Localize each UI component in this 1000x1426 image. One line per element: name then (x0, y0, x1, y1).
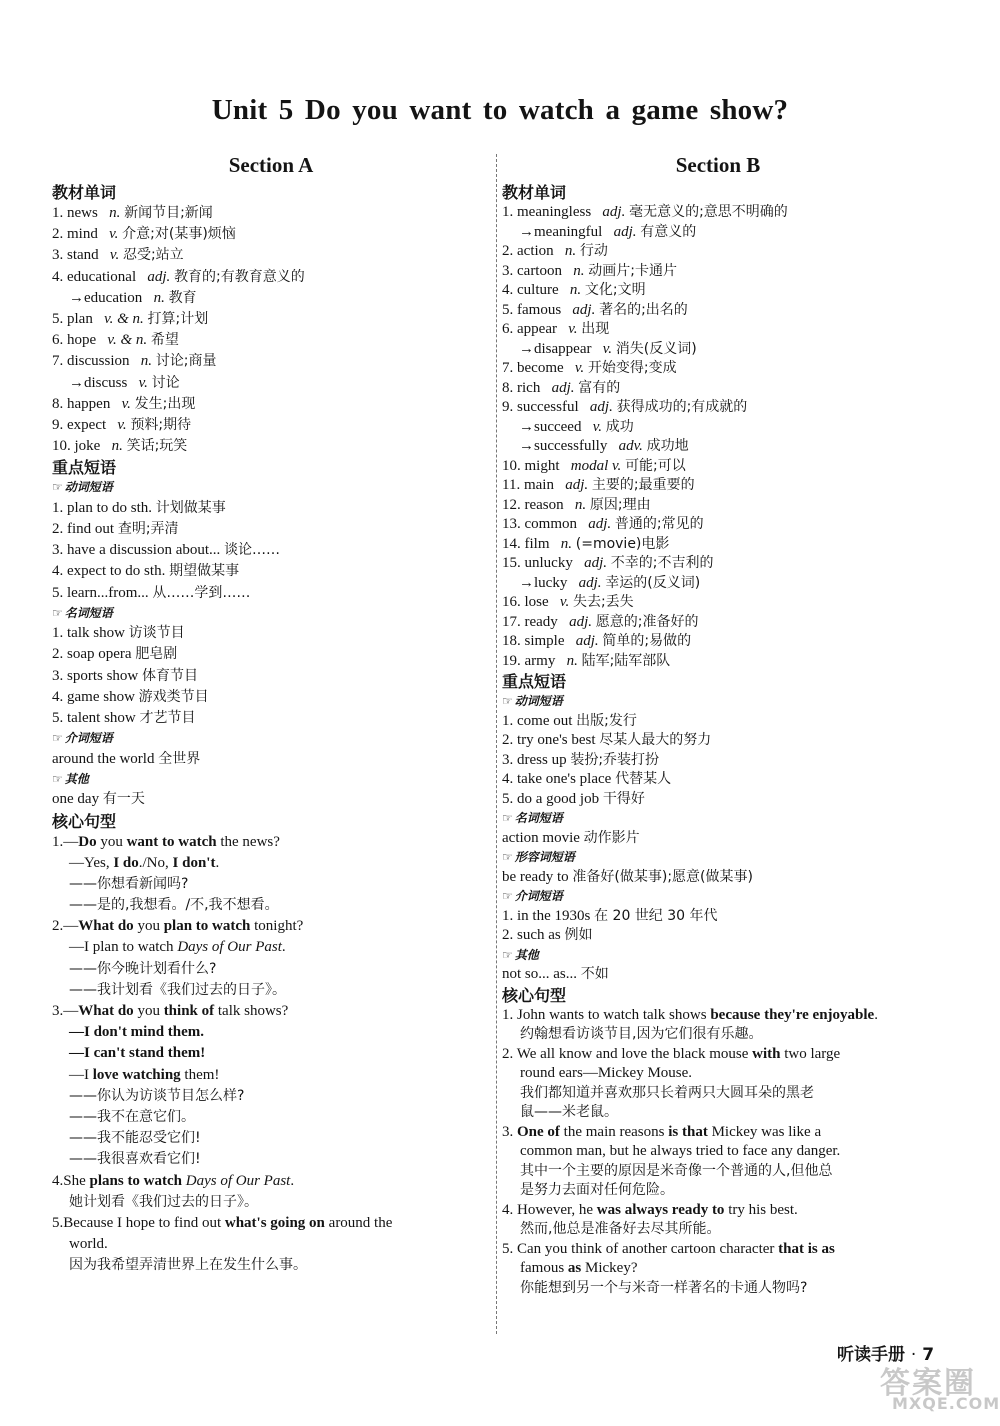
section-a-word-list (52, 203, 490, 457)
vocab-item: 6. hope v. & n. 希望 (52, 332, 179, 349)
section-b-verb-phrase-list (502, 712, 934, 810)
section-a-noun-phrase-list (52, 623, 490, 729)
phrase-item: action movie 动作影片 (502, 829, 640, 846)
vocab-item: →discuss v. 讨论 (69, 374, 180, 391)
section-b-verb-phrases-label: ☞ 动词短语 (502, 694, 563, 708)
phrase-item: 4. take one's place 代替某人 (502, 771, 672, 787)
section-b-sentences-heading: 核心句型 (502, 985, 567, 1005)
section-a-verb-phrases-label: ☞ 动词短语 (52, 480, 113, 495)
section-a-sentence-5: 5.Because I hope to find out what's going on around the world. 因为我希望弄清世界上在发生什么事。 (52, 1214, 393, 1274)
watermark-logo: 答案圈 MXQE.COM (880, 1366, 1000, 1413)
phrase-item: 3. dress up 装扮;乔装打扮 (502, 751, 660, 768)
phrase-item: 3. have a discussion about... 谈论…… (52, 542, 281, 559)
section-b-other-phrase-list (502, 965, 934, 985)
vocab-item: 17. ready adj. 愿意的;准备好的 (502, 613, 699, 630)
phrase-item: 5. do a good job 干得好 (502, 790, 645, 807)
section-b-word-list (502, 203, 934, 671)
pointing-hand-icon: ☞ (52, 731, 63, 746)
pointing-hand-icon: ☞ (502, 811, 513, 825)
section-a-phrases-heading: 重点短语 (52, 458, 117, 478)
phrase-item: 1. plan to do sth. 计划做某事 (52, 499, 226, 516)
phrase-item: 1. in the 1930s 在 20 世纪 30 年代 (502, 907, 718, 924)
vocab-item: 9. expect v. 预料;期待 (52, 416, 192, 433)
vocab-item: →disappear v. 消失(反义词) (519, 340, 697, 357)
section-a-sentence-4: 4.She plans to watch Days of Our Past. 她计划看《我们过去的日子》。 (52, 1172, 295, 1210)
section-a-prep-phrase-list (52, 749, 490, 770)
vocab-item: →successfully adv. 成功地 (519, 438, 689, 454)
book-name: 听读手册 (837, 1345, 905, 1365)
vocab-item: 14. film n. (=movie)电影 (502, 535, 670, 552)
vocab-item: →education n. 教育 (69, 289, 197, 306)
section-b-column (502, 150, 934, 1298)
phrase-item: one day 有一天 (52, 791, 145, 808)
vocab-item: 7. discussion n. 讨论;商量 (52, 353, 217, 370)
section-a-words-heading: 教材单词 (52, 183, 117, 202)
vocab-item: 8. rich adj. 富有的 (502, 379, 621, 396)
section-a-verb-phrase-list (52, 498, 490, 604)
phrase-item: 1. talk show 访谈节目 (52, 625, 185, 642)
section-b-sentence-4: 4. However, he was always ready to try his best. 然而,他总是准备好去尽其所能。 (502, 1201, 798, 1237)
section-b-sentence-5: 5. Can you think of another cartoon character that is as famous as Mickey? 你能想到另一个与米奇一样著名的卡通人物吗? (502, 1240, 835, 1296)
vocab-item: 2. action n. 行动 (502, 243, 608, 259)
section-a-sentence-3: 3.—What do you think of talk shows? —I don't mind them. —I can't stand them! —I love watching them! ——你认为访谈节目怎么样? ——我不在意它们。 ——我不能忍受它们! ——我很喜欢看它们! (52, 1003, 289, 1168)
section-b-prep-phrases-label: ☞ 介词短语 (502, 889, 563, 903)
vocab-item: 4. educational adj. 教育的;有教育意义的 (52, 268, 305, 285)
vocab-item: 5. plan v. & n. 打算;计划 (52, 310, 209, 327)
vocab-item: 12. reason n. 原因;理由 (502, 496, 651, 513)
vocab-item: 19. army n. 陆军;陆军部队 (502, 652, 671, 669)
vocab-item: 6. appear v. 出现 (502, 321, 610, 337)
phrase-item: 4. game show 游戏类节目 (52, 688, 209, 705)
phrase-item: be ready to 准备好(做某事);愿意(做某事) (502, 868, 753, 885)
vocab-item: 3. stand v. 忍受;站立 (52, 247, 184, 264)
vocab-item: →lucky adj. 幸运的(反义词) (519, 574, 701, 591)
section-b-prep-phrase-list (502, 907, 934, 946)
vocab-item: 1. meaningless adj. 毫无意义的;意思不明确的 (502, 204, 788, 220)
section-a-noun-phrases-label: ☞ 名词短语 (52, 605, 113, 620)
page-number: 7 (922, 1345, 935, 1365)
vocab-item: 3. cartoon n. 动画片;卡通片 (502, 262, 677, 279)
section-b-adj-phrase-list (502, 868, 934, 888)
pointing-hand-icon: ☞ (502, 889, 513, 903)
pointing-hand-icon: ☞ (502, 694, 513, 708)
vocab-item: →meaningful adj. 有意义的 (519, 223, 697, 240)
vocab-item: 8. happen v. 发生;出现 (52, 395, 196, 412)
vocab-item: 10. joke n. 笑话;玩笑 (52, 438, 188, 455)
phrase-item: 2. such as 例如 (502, 927, 593, 943)
section-b-noun-phrase-list (502, 829, 934, 849)
vocab-item: →succeed v. 成功 (519, 418, 634, 435)
vocab-item: 9. successful adj. 获得成功的;有成就的 (502, 399, 748, 415)
vocab-item: 15. unlucky adj. 不幸的;不吉利的 (502, 555, 714, 571)
vocab-item: 1. news n. 新闻节目;新闻 (52, 205, 213, 221)
section-b-sentence-1: 1. John wants to watch talk shows because they're enjoyable. 约翰想看访谈节目,因为它们很有乐趣。 (502, 1006, 878, 1042)
section-a-sentence-1: 1.—Do you want to watch the news? —Yes, I do./No, I don't. ——你想看新闻吗? ——是的,我想看。/不,我不想看。 (52, 833, 280, 914)
pointing-hand-icon: ☞ (52, 605, 63, 620)
section-b-title: Section B (675, 153, 761, 177)
section-a-sentence-2: 2.—What do you plan to watch tonight? —I plan to watch Days of Our Past. ——你今晚计划看什么? ——我计划看《我们过去的日子》。 (52, 918, 304, 998)
vocab-item: 7. become v. 开始变得;变成 (502, 360, 677, 376)
section-b-noun-phrases-label: ☞ 名词短语 (502, 811, 563, 825)
section-a-other-phrase-list (52, 789, 490, 810)
section-b-words-heading: 教材单词 (502, 183, 567, 202)
section-a-title: Section A (228, 153, 314, 177)
pointing-hand-icon: ☞ (52, 771, 63, 786)
section-a-sentences-heading: 核心句型 (52, 811, 117, 831)
section-a-column (52, 150, 490, 1276)
section-b-sentence-3: 3. One of the main reasons is that Mickey was like a common man, but he always tried to face any danger. 其中一个主要的原因是米奇像一个普通的人,但他总 是努力去面对任何危险。 (502, 1123, 841, 1198)
pointing-hand-icon: ☞ (502, 850, 513, 864)
vocab-item: 10. might modal v. 可能;可以 (502, 457, 686, 474)
section-a-other-phrases-label: ☞ 其他 (52, 771, 89, 786)
phrase-item: 1. come out 出版;发行 (502, 712, 637, 729)
section-a-prep-phrases-label: ☞ 介词短语 (52, 731, 113, 746)
page-title: Unit 5 Do you want to watch a game show? (211, 94, 789, 126)
vocab-item: 16. lose v. 失去;丢失 (502, 594, 634, 610)
phrase-item: 2. find out 查明;弄清 (52, 520, 179, 537)
section-b-phrases-heading: 重点短语 (502, 672, 567, 691)
vocab-item: 13. common adj. 普通的;常见的 (502, 516, 704, 532)
pointing-hand-icon: ☞ (52, 480, 63, 495)
section-b-other-phrases-label: ☞ 其他 (502, 947, 539, 962)
phrase-item: 4. expect to do sth. 期望做某事 (52, 563, 240, 580)
vocab-item: 2. mind v. 介意;对(某事)烦恼 (52, 226, 236, 243)
page-footer: 听读手册 · 7 (837, 1345, 935, 1365)
phrase-item: 3. sports show 体育节目 (52, 667, 199, 684)
vocab-item: 5. famous adj. 著名的;出名的 (502, 301, 688, 318)
vocab-item: 18. simple adj. 简单的;易做的 (502, 633, 692, 649)
vocab-item: 4. culture n. 文化;文明 (502, 282, 646, 298)
section-b-adj-phrases-label: ☞ 形容词短语 (502, 850, 575, 864)
column-divider (496, 154, 497, 1334)
phrase-item: 5. learn...from... 从……学到…… (52, 584, 251, 601)
phrase-item: 5. talent show 才艺节目 (52, 709, 196, 726)
section-b-sentence-2: 2. We all know and love the black mouse with two large round ears—Mickey Mouse. 我们都知道并喜欢那只长着两只大圆耳朵的黑老 鼠——米老鼠。 (502, 1045, 841, 1120)
vocab-item: 11. main adj. 主要的;最重要的 (502, 477, 695, 493)
phrase-item: 2. soap opera 肥皂剧 (52, 646, 178, 663)
phrase-item: not so... as... 不如 (502, 966, 609, 982)
phrase-item: 2. try one's best 尽某人最大的努力 (502, 732, 712, 748)
pointing-hand-icon: ☞ (502, 947, 513, 962)
phrase-item: around the world 全世界 (52, 750, 201, 767)
